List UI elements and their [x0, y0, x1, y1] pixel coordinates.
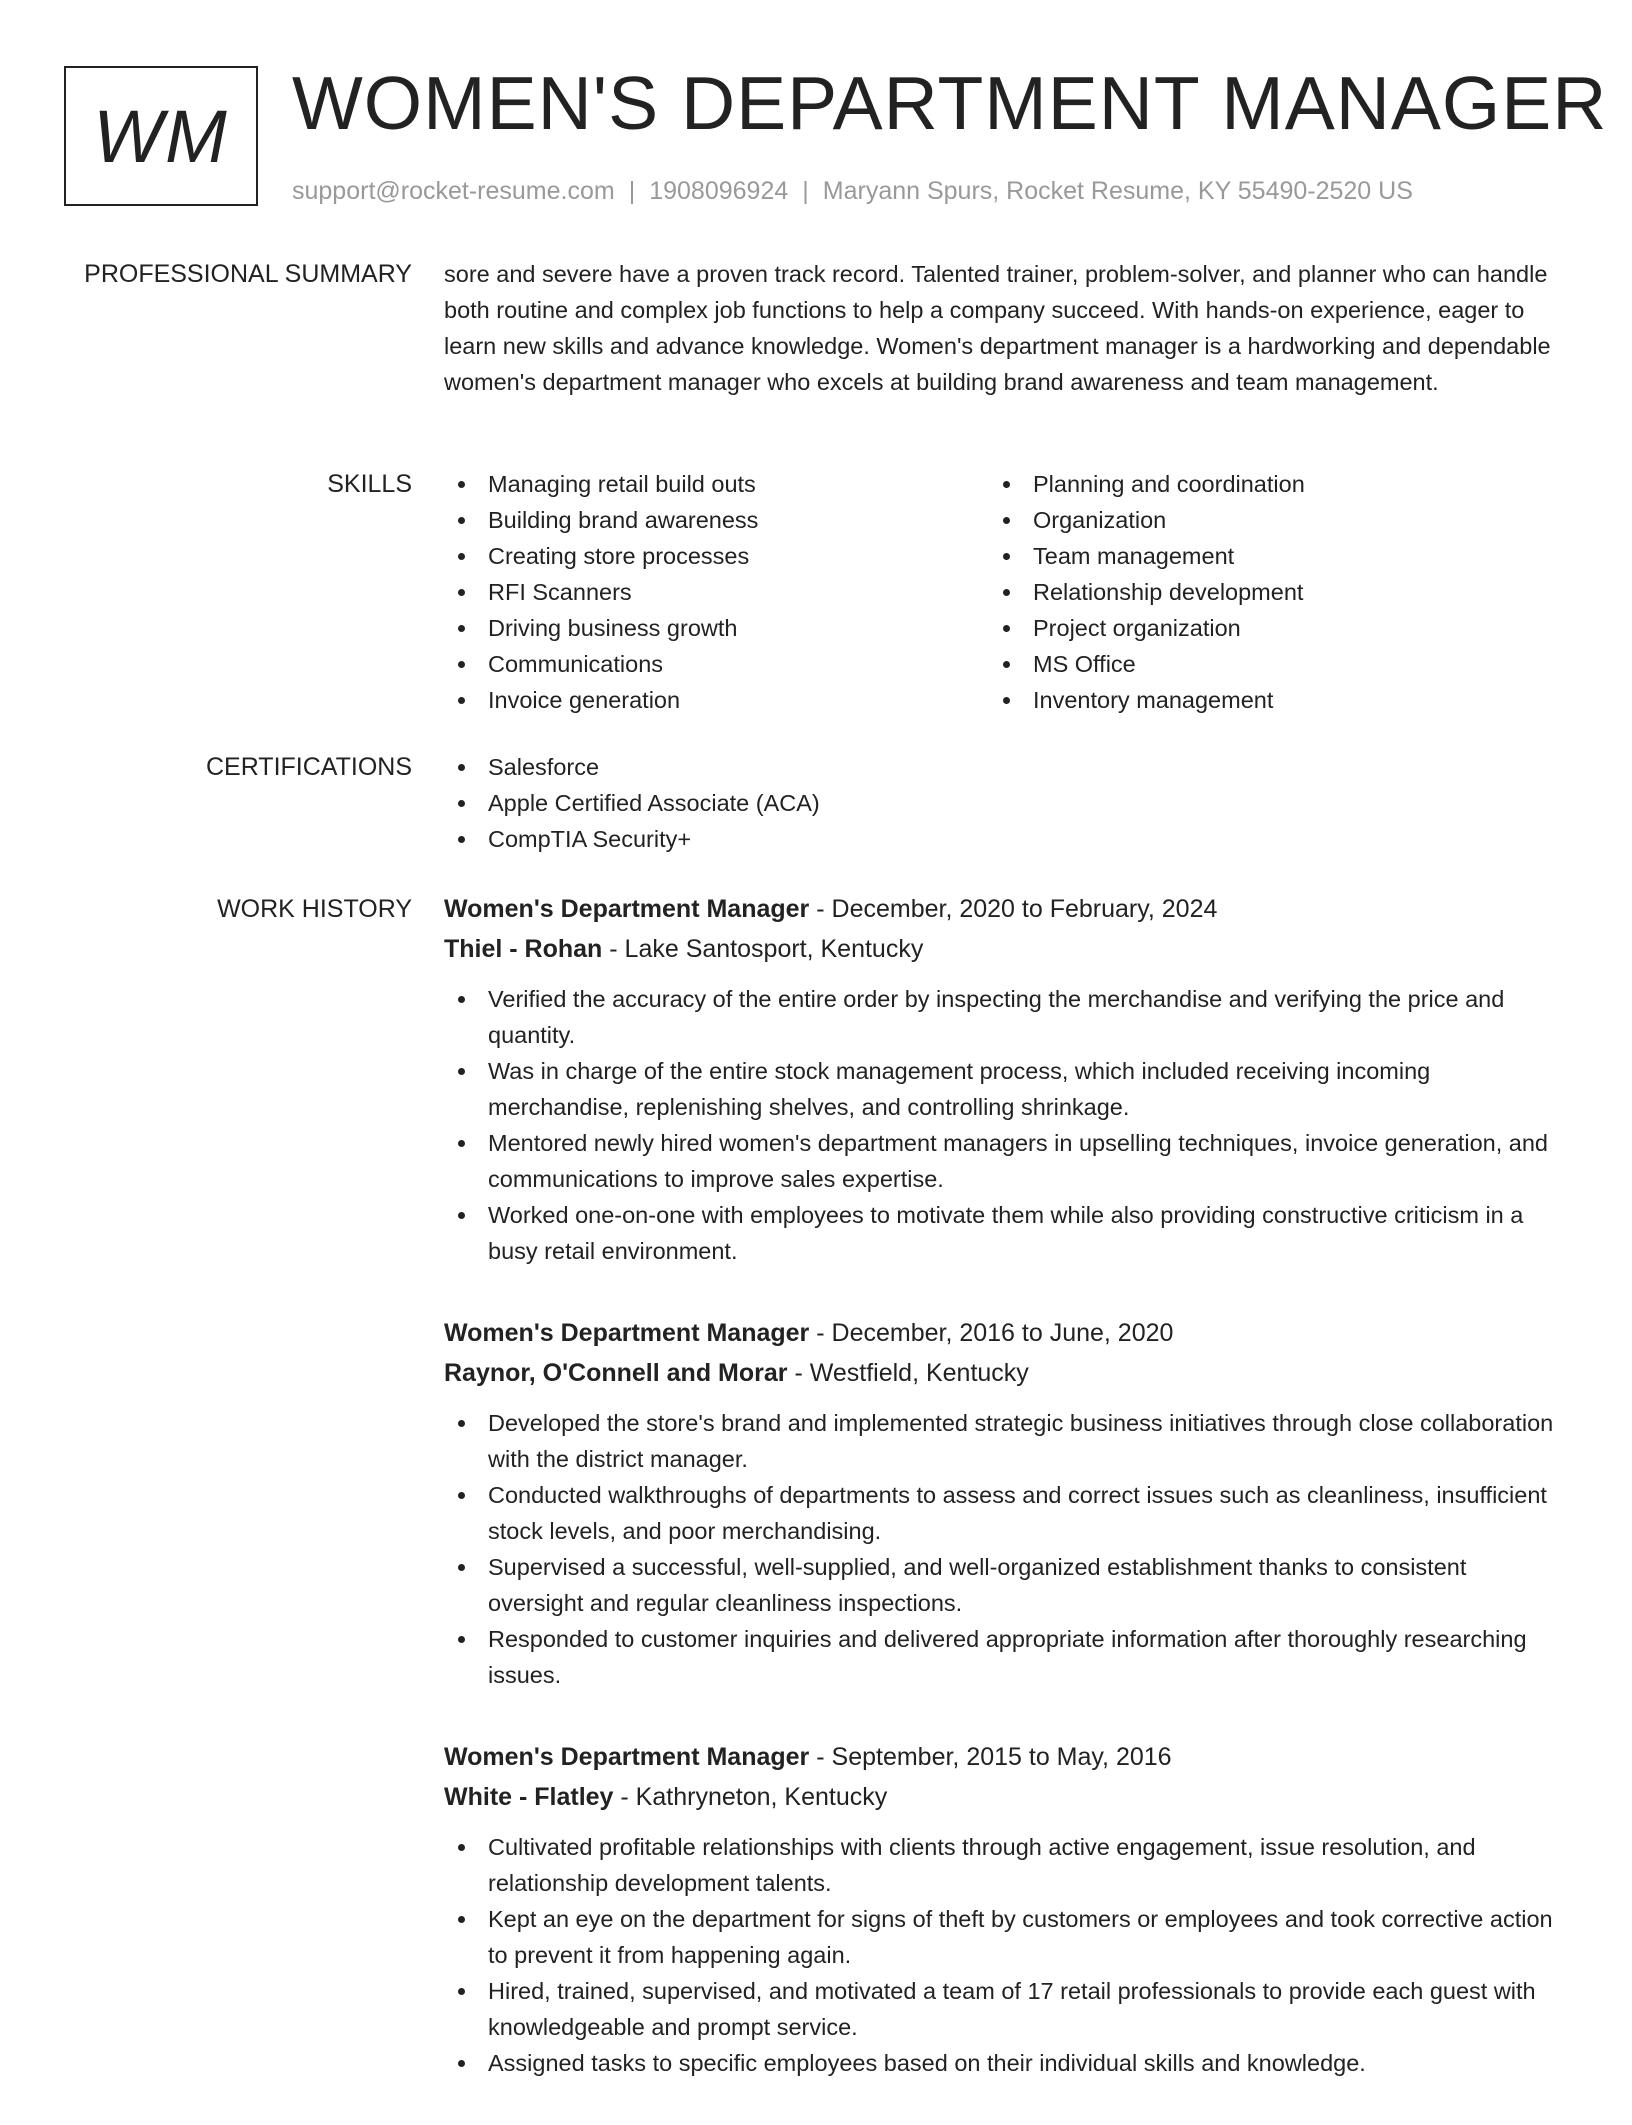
skills-body: [444, 466, 1554, 718]
monogram-logo: [64, 66, 258, 206]
contact-email: support@rocket-resume.com: [292, 177, 615, 205]
certification-item: CompTIA Security+: [444, 821, 1554, 857]
skill-item: Relationship development: [989, 574, 1534, 610]
certifications-label: CERTIFICATIONS: [205, 753, 412, 781]
job-bullet: Developed the store's brand and implemented strategic business initiatives through close collaboration with the district manager.: [444, 1405, 1554, 1477]
summary-body: [444, 256, 1554, 400]
job-entry: [444, 889, 1554, 1269]
certification-item: Salesforce: [444, 749, 1554, 785]
skill-item: Planning and coordination: [989, 466, 1534, 502]
job-bullet: Responded to customer inquiries and delivered appropriate information after thoroughly researching issues.: [444, 1621, 1554, 1693]
skill-item: Communications: [444, 646, 989, 682]
skill-item: Managing retail build outs: [444, 466, 989, 502]
skill-item: Building brand awareness: [444, 502, 989, 538]
job-bullets: [444, 1829, 1554, 2081]
job-title-line: [444, 889, 1554, 929]
skill-item: Project organization: [989, 610, 1534, 646]
summary-text: sore and severe have a proven track record. Talented trainer, problem-solver, and planner who can handle both routine and complex job functions to help a company succeed. With hands-on experience, eager to learn new skills and advance knowledge. Women's department manager is a hardworking and dependable women's department manager who excels at building brand awareness and team management.: [444, 261, 1551, 395]
skill-item: Invoice generation: [444, 682, 989, 718]
certification-item: Apple Certified Associate (ACA): [444, 785, 1554, 821]
contact-separator: |: [802, 177, 809, 205]
job-location: - Lake Santosport, Kentucky: [602, 935, 924, 963]
skills-label: SKILLS: [327, 470, 412, 498]
job-bullet: Assigned tasks to specific employees based on their individual skills and knowledge.: [444, 2045, 1554, 2081]
job-title: Women's Department Manager: [444, 895, 810, 923]
job-dates: - December, 2020 to February, 2024: [809, 895, 1218, 923]
contact-separator: |: [628, 177, 636, 205]
skill-item: Inventory management: [989, 682, 1534, 718]
job-title: Women's Department Manager: [444, 1743, 810, 1771]
resume-title: WOMEN'S DEPARTMENT MANAGER: [292, 61, 1608, 145]
skill-item: RFI Scanners: [444, 574, 989, 610]
skill-item: Creating store processes: [444, 538, 989, 574]
skill-item: Organization: [989, 502, 1534, 538]
job-bullet: Kept an eye on the department for signs of theft by customers or employees and took corrective action to prevent it from happening again.: [444, 1901, 1554, 1973]
job-entry: [444, 1737, 1554, 2081]
job-bullet: Supervised a successful, well-supplied, and well-organized establishment thanks to consistent oversight and regular cleanliness inspections.: [444, 1549, 1554, 1621]
job-bullet: Worked one-on-one with employees to motivate them while also providing constructive criticism in a busy retail environment.: [444, 1197, 1554, 1269]
job-company-line: [444, 1777, 1554, 1817]
skills-list-left: [444, 466, 989, 718]
contact-address: Maryann Spurs, Rocket Resume, KY 55490-2520 US: [822, 177, 1413, 205]
job-bullet: Mentored newly hired women's department managers in upselling techniques, invoice generation, and communications to improve sales expertise.: [444, 1125, 1554, 1197]
job-bullet: Was in charge of the entire stock management process, which included receiving incoming merchandise, replenishing shelves, and controlling shrinkage.: [444, 1053, 1554, 1125]
job-company-line: [444, 929, 1554, 969]
contact-line: [292, 176, 1413, 206]
work-history-label: WORK HISTORY: [217, 895, 412, 923]
job-dates: - September, 2015 to May, 2016: [809, 1743, 1172, 1771]
job-company: Thiel - Rohan: [444, 935, 603, 963]
job-title: Women's Department Manager: [444, 1319, 810, 1347]
job-company-line: [444, 1353, 1554, 1393]
job-bullets: [444, 1405, 1554, 1693]
monogram-text: WM: [93, 94, 229, 178]
job-bullet: Verified the accuracy of the entire order by inspecting the merchandise and verifying the price and quantity.: [444, 981, 1554, 1053]
skill-item: Driving business growth: [444, 610, 989, 646]
job-entry: [444, 1313, 1554, 1693]
skill-item: Team management: [989, 538, 1534, 574]
job-bullet: Cultivated profitable relationships with clients through active engagement, issue resolution, and relationship development talents.: [444, 1829, 1554, 1901]
job-title-line: [444, 1313, 1554, 1353]
job-location: - Westfield, Kentucky: [787, 1359, 1029, 1387]
certifications-body: [444, 749, 1554, 857]
summary-label: PROFESSIONAL SUMMARY: [84, 260, 412, 288]
skills-list-right: [989, 466, 1534, 718]
job-dates: - December, 2016 to June, 2020: [809, 1319, 1174, 1347]
contact-phone: 1908096924: [649, 177, 789, 205]
job-bullet: Hired, trained, supervised, and motivated a team of 17 retail professionals to provide each guest with knowledgeable and prompt service.: [444, 1973, 1554, 2045]
skill-item: MS Office: [989, 646, 1534, 682]
job-title-line: [444, 1737, 1554, 1777]
job-location: - Kathryneton, Kentucky: [613, 1783, 888, 1811]
job-bullets: [444, 981, 1554, 1269]
job-company: White - Flatley: [444, 1783, 614, 1811]
job-bullet: Conducted walkthroughs of departments to assess and correct issues such as cleanliness, insufficient stock levels, and poor merchandising.: [444, 1477, 1554, 1549]
job-company: Raynor, O'Connell and Morar: [444, 1359, 788, 1387]
work-history-body: [444, 889, 1554, 2125]
certifications-list: [444, 749, 1554, 857]
